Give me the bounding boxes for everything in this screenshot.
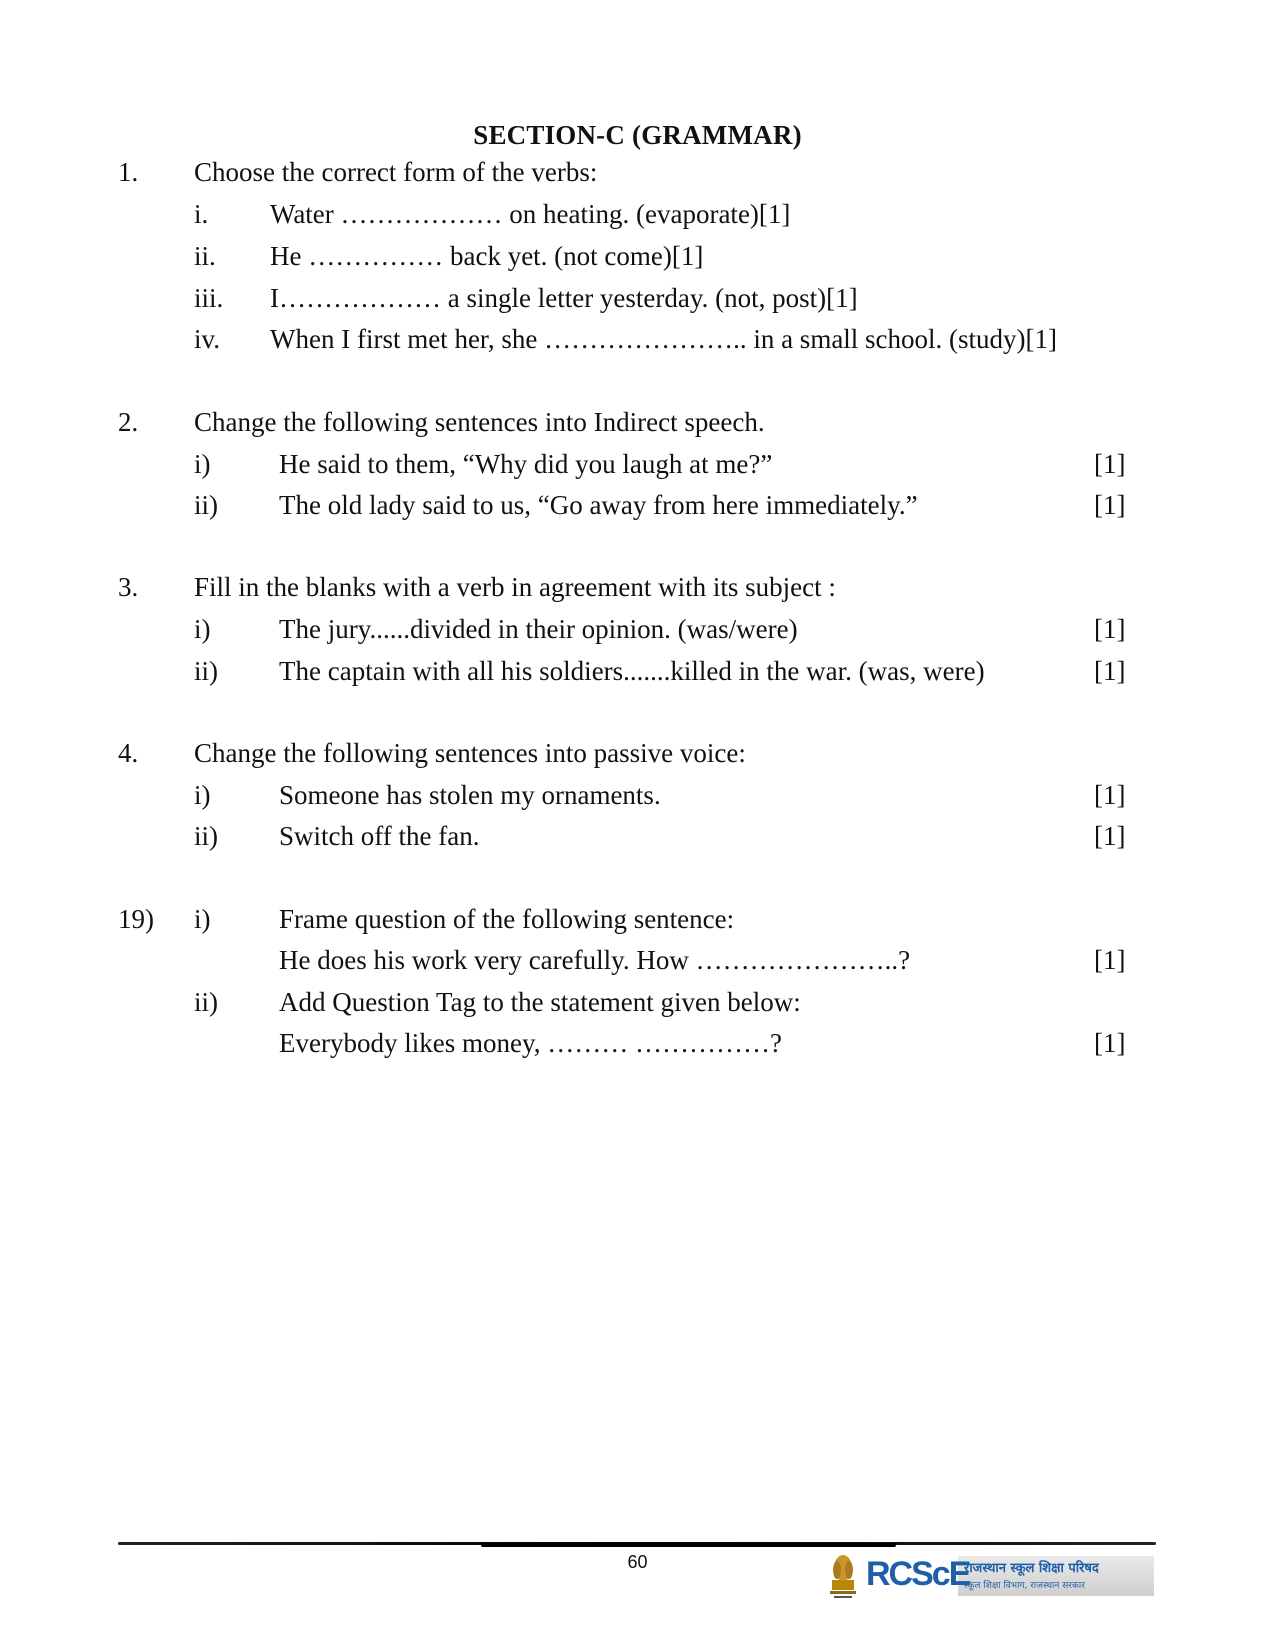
q4-item-mark: [1]	[1094, 780, 1126, 810]
logo-mark-text: RCScE	[866, 1555, 970, 1593]
q3-item-mark: [1]	[1094, 614, 1126, 644]
question-1-number: 1.	[118, 157, 139, 187]
question-2-number: 2.	[118, 407, 139, 437]
question-1-prompt: Choose the correct form of the verbs:	[194, 157, 598, 187]
q2-item-label: ii)	[194, 490, 218, 520]
q1-item-label: i.	[194, 199, 209, 229]
q4-item-label: ii)	[194, 821, 218, 851]
question-4-number: 4.	[118, 738, 139, 768]
footer-divider	[118, 1542, 1156, 1545]
question-4-prompt: Change the following sentences into passive voice:	[194, 738, 746, 768]
question-3-prompt: Fill in the blanks with a verb in agreement with its subject :	[194, 572, 836, 602]
q3-item-label: i)	[194, 614, 211, 644]
q4-item-text: Someone has stolen my ornaments.	[279, 780, 661, 810]
question-2-prompt: Change the following sentences into Indirect speech.	[194, 407, 765, 437]
q1-item-text: He …………… back yet. (not come)[1]	[270, 241, 704, 271]
q19-item-label: i)	[194, 904, 211, 934]
logo-org-subtitle: स्कूल शिक्षा विभाग, राजस्थान सरकार	[964, 1581, 1085, 1591]
q2-item-text: He said to them, “Why did you laugh at me?”	[279, 449, 773, 479]
q4-item-text: Switch off the fan.	[279, 821, 480, 851]
q1-item-text: Water ……………… on heating. (evaporate)[1]	[270, 199, 791, 229]
q1-item-label: iv.	[194, 324, 220, 354]
rcsce-logo	[828, 1550, 1158, 1602]
q4-item-label: i)	[194, 780, 211, 810]
q3-item-mark: [1]	[1094, 656, 1126, 686]
q1-item-label: ii.	[194, 241, 216, 271]
q19-item-mark: [1]	[1094, 945, 1126, 975]
q2-item-label: i)	[194, 449, 211, 479]
q19-item-mark: [1]	[1094, 1028, 1126, 1058]
question-3-number: 3.	[118, 572, 139, 602]
q19-item-prompt: Add Question Tag to the statement given below:	[279, 987, 801, 1017]
q1-item-text: When I first met her, she ………………….. in a small school. (study)[1]	[270, 324, 1058, 354]
q19-item-prompt: Frame question of the following sentence:	[279, 904, 735, 934]
q2-item-mark: [1]	[1094, 490, 1126, 520]
q1-item-label: iii.	[194, 283, 224, 313]
q2-item-mark: [1]	[1094, 449, 1126, 479]
q19-item-text: Everybody likes money, ……… ……………?	[279, 1028, 782, 1058]
q3-item-text: The jury......divided in their opinion. (was/were)	[279, 614, 798, 644]
q19-item-label: ii)	[194, 987, 218, 1017]
ashoka-emblem-icon	[828, 1550, 858, 1602]
q1-item-text: I……………… a single letter yesterday. (not, post)[1]	[270, 283, 858, 313]
page-number: 60	[627, 1552, 648, 1572]
question-19-number: 19)	[118, 904, 154, 934]
q4-item-mark: [1]	[1094, 821, 1126, 851]
q3-item-text: The captain with all his soldiers.......killed in the war. (was, were)	[279, 656, 985, 686]
q3-item-label: ii)	[194, 656, 218, 686]
logo-org-name: राजस्थान स्कूल शिक्षा परिषद	[964, 1561, 1099, 1576]
q2-item-text: The old lady said to us, “Go away from here immediately.”	[279, 490, 918, 520]
q19-item-text: He does his work very carefully. How …………………..?	[279, 945, 911, 975]
section-title: SECTION-C (GRAMMAR)	[473, 120, 802, 150]
